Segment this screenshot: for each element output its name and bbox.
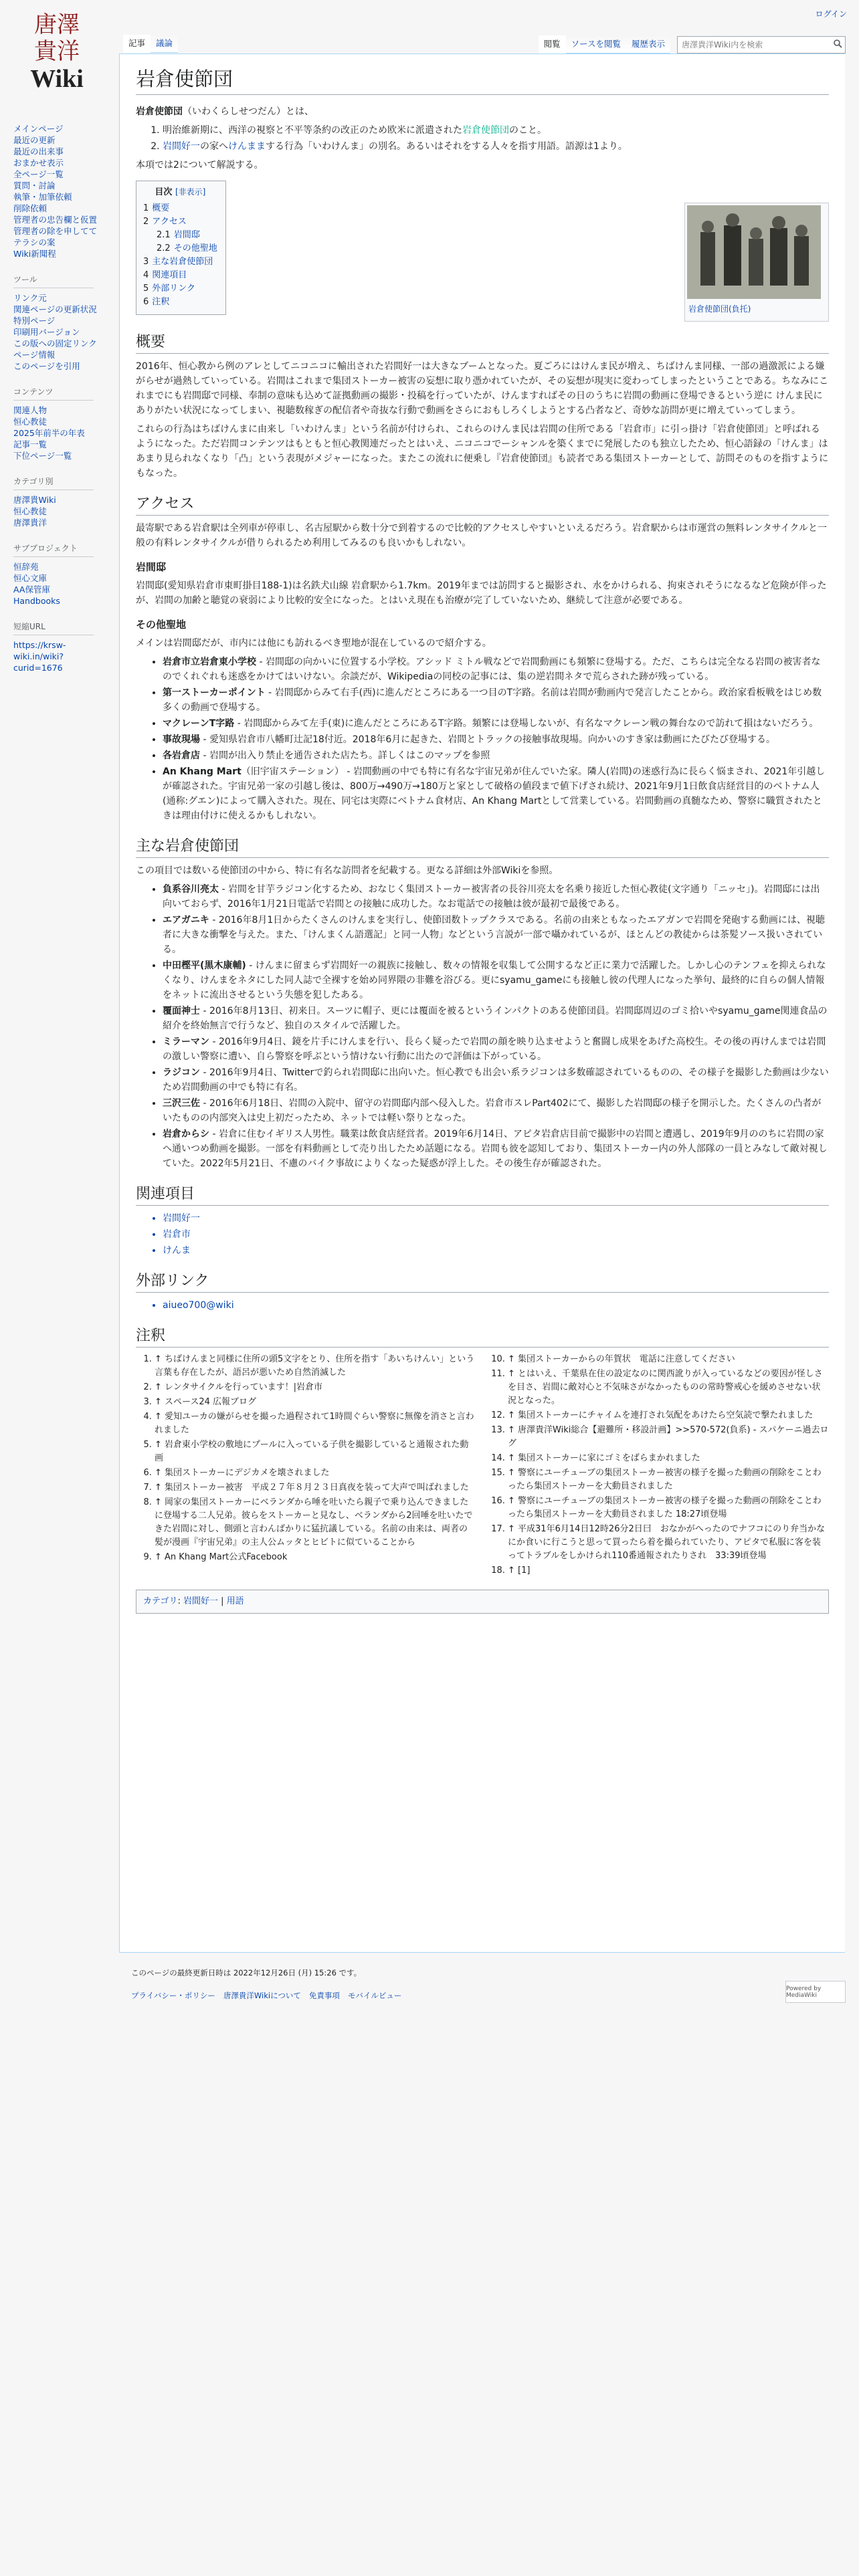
- other-holy-places-heading: その他聖地: [136, 619, 187, 631]
- main-content: [119, 53, 845, 1953]
- toc-item[interactable]: [143, 282, 217, 296]
- toc-item[interactable]: [143, 269, 217, 282]
- content-heading: コンテンツ: [13, 387, 94, 401]
- subproject-portal: [13, 543, 114, 607]
- footer-link[interactable]: 唐澤貴洋Wikiについて: [223, 1991, 301, 2000]
- reference-item: 12. ↑ 集団ストーカーにチャイムを連打され気配をあけたら空気読で撃たれました: [508, 1409, 829, 1422]
- logo-line2: 貴洋: [34, 39, 80, 64]
- holy-place-item-title: 事故現場: [163, 734, 200, 745]
- sidebar-tool-item-1[interactable]: 関連ページの更新状況: [13, 304, 97, 314]
- reference-item: 18. ↑ [1]: [508, 1564, 829, 1578]
- holy-place-item-desc: - 愛知県岩倉市八幡町辻記18付近。2018年6月に起きた、岩間とトラックの接触事故現場。向かいのすき家は動画にたびたび登場する。: [200, 734, 776, 745]
- related-item[interactable]: • けんま: [163, 1243, 829, 1258]
- member-item: [163, 1065, 829, 1095]
- sidebar-nav-item-5[interactable]: 質問・討論: [13, 181, 56, 191]
- holy-place-item: [163, 685, 829, 715]
- sidebar-nav-item-0[interactable]: メインページ: [13, 124, 64, 134]
- subproject-list: [13, 561, 114, 607]
- thumbnail-caption: [687, 299, 826, 319]
- member-item: [163, 958, 829, 1002]
- toc-label[interactable]: 岩間邸: [173, 230, 200, 240]
- toc-number: 2.2: [157, 243, 171, 253]
- reference-item: 6. ↑ 集団ストーカーにデジカメを壊されました: [155, 1467, 476, 1480]
- category-separator: |: [218, 1596, 227, 1606]
- sidebar-content-item-2[interactable]: 2025年前半の年表: [13, 428, 85, 438]
- explain: 本項では2について解説する。: [136, 160, 264, 171]
- search-input[interactable]: [678, 40, 830, 49]
- member-item: [163, 1004, 829, 1033]
- other-holy-places-p: メインは岩間邸だが、市内には他にも訪れるべき聖地が混在しているので紹介する。: [136, 638, 492, 649]
- holy-place-item-desc: （旧宇宙ステーション） - 岩間動画の中でも特に有名な宇宙兄弟が住んでいた家。隣人(岩間)の迷惑行為に長らく悩まされ、2021年引越しが確認された。宇宙兄弟一家の引越し後は、800万→490万→180万と家として破格の値段まで値下げされ続け、2021年9月1日飲食店経営目的のベトナム人(通称:グエン)によって購入された。現在、同宅は実際にベトナム食材店、An Khang Martとして営業している。岩間動画の真髄なため、警察に職質されたときは理由付けに使えるかもしれない。: [163, 766, 826, 821]
- reference-item: 11. ↑ とはいえ、千葉県在住の設定なのに関西訛りが入っているなどの要因が怪しさを目さ、岩間に敵対心と不気味さがなかったものの常時警戒心を緩めさせない状況となった。: [508, 1368, 829, 1408]
- member-item-title: エアガニキ: [163, 915, 209, 926]
- toc-label[interactable]: 関連項目: [152, 270, 187, 280]
- def1-end: のこと。: [509, 125, 547, 136]
- member-item-desc: - 岩間を甘芋ラジコン化するため、おなじく集団ストーカー被害者の長谷川亮太を名乗り接近した恒心教徒(文字通り「ニッセ」)。岩間邸には出向いておらず、2016年1月21日電話で岩間との接触に成功した。なお電話での接触は彼が最初で最後である。: [163, 884, 820, 909]
- toc-label[interactable]: 外部リンク: [152, 284, 196, 294]
- def2-link-kenmama[interactable]: けんまま: [228, 141, 266, 152]
- member-item: [163, 913, 829, 957]
- overview-p1: 2016年、恒心教から例のアレとしてニコニコに輸出された岩間好一は大きなブームとなった。夏ごろにはけんま民が増え、ちばけんま同様、一部の過激派による嫌がらせが過熱していっている。岩間はこれまで集団ストーカー被害の妄想に取り憑かれていたが、その妄想が現実に変わってしまったということである。ちなみにこれまでにも岩間邸で同様、奉制の意味も込めて証拠動画の撮影・投稿を行っていたが、けんますればその日のうちに岩間の動画に登場できるという逆に けんま民にありがたい状況になってしまい、視聴数稼ぎの配信者や奇抜な行動で動画をさらにおもしろくしようとする凸者など、奇妙な訪問が更に増えていってしまう。: [136, 361, 829, 416]
- logo-line3: Wiki: [30, 65, 84, 93]
- tools-portal: [13, 274, 114, 372]
- category-label[interactable]: カテゴリ: [143, 1596, 178, 1606]
- sidebar-shorturl-item-2[interactable]: curid=1676: [13, 663, 63, 673]
- content-portal: [13, 387, 114, 461]
- toc-label[interactable]: その他聖地: [173, 243, 217, 253]
- toc-hide-button[interactable]: [非表示]: [175, 187, 206, 197]
- holy-place-item: [163, 655, 829, 684]
- holy-place-item-desc: - 岩間邸からみて左手(東)に進んだところにあるT字路。頻繁には登場しないが、有名なマクレーン戦の舞台なので訪れて損はないだろう。: [234, 718, 819, 729]
- toc-title: 目次 [非表示]: [155, 187, 206, 197]
- sidebar-nav-item-1[interactable]: 最近の更新: [13, 135, 56, 145]
- nav-list: [13, 123, 114, 259]
- holy-place-item-title: 各岩倉店: [163, 750, 200, 761]
- powered-by-badge[interactable]: Powered by MediaWiki: [785, 1981, 846, 2003]
- external-link-item[interactable]: • aiueo700@wiki: [163, 1298, 829, 1313]
- toc-label[interactable]: アクセス: [152, 217, 187, 227]
- iwama-house-p: 岩間邸(愛知県岩倉市東町掛目188-1)は名鉄犬山線 岩倉駅から1.7km。2019年までは訪問すると撮影され、水をかけられる、拘束されそうになるなど危険が伴ったが、岩間の加齢と聴覚の衰弱により比較的安全になった。とはいえ現在も治療が完了していないため、継続して注意が必要である。: [136, 580, 827, 606]
- search-icon[interactable]: [830, 39, 845, 50]
- page-title: 岩倉使節団: [136, 68, 829, 95]
- section-main-members-heading: 主な岩倉使節団: [136, 837, 829, 858]
- member-item: [163, 1127, 829, 1171]
- tab-history[interactable]: 履歴表示: [626, 35, 670, 53]
- main-members-p: この項目では数いる使節団の中から、特に有名な訪問者を紀載する。更なる詳細は外部Wikiを参照。: [136, 865, 559, 876]
- intro: [136, 104, 829, 119]
- sidebar-shorturl-item-1[interactable]: wiki.in/wiki?: [13, 651, 64, 661]
- reference-item: 7. ↑ 集団ストーカー被害 平成２７年８月２３日真夜を装って大声で叫ばれました: [155, 1481, 476, 1495]
- def1-link[interactable]: 岩倉使節団: [462, 125, 509, 136]
- sidebar-nav-item-7[interactable]: 削除依頼: [13, 203, 47, 213]
- toc-item[interactable]: [143, 296, 217, 309]
- thumbnail-caption-link[interactable]: 岩倉使節団(負托): [688, 304, 751, 314]
- sidebar-content-item-1[interactable]: 恒心教徒: [13, 417, 47, 427]
- toc-label[interactable]: 注釈: [152, 297, 170, 307]
- logo-image: [13, 7, 100, 94]
- personal-tools: [816, 8, 847, 19]
- member-item-title: 三沢三佐: [163, 1098, 200, 1109]
- sidebar-nav-item-9[interactable]: 管理者の除を申してて: [13, 226, 98, 236]
- reference-item: 16. ↑ 警察にユーチューブの集団ストーカー被害の様子を撮った動画の削除をことわったら集団ストーカーを大動員されました 18:27頃登場: [508, 1495, 829, 1521]
- holy-place-item: [163, 716, 829, 731]
- holy-place-item: [163, 764, 829, 823]
- iwama-house-heading: 岩間邸: [136, 561, 167, 573]
- member-item-title: 中田樫平(黒木康輔): [163, 960, 246, 971]
- toc-list: [143, 202, 217, 309]
- definition-item: [163, 123, 829, 138]
- category-item[interactable]: 岩間好一: [183, 1596, 219, 1606]
- toc-number: 4: [143, 270, 149, 280]
- footer-link[interactable]: モバイルビュー: [347, 1991, 402, 2000]
- reference-item: 15. ↑ 警察にユーチューブの集団ストーカー被害の様子を撮った動画の削除をことわったら集団ストーカーを大動員されました: [508, 1467, 829, 1493]
- tab-discussion[interactable]: 議論: [151, 35, 178, 53]
- member-item: [163, 1035, 829, 1064]
- toc-label[interactable]: 主な岩倉使節団: [152, 257, 213, 267]
- member-item-title: ミラーマン: [163, 1037, 209, 1047]
- thumbnail-image[interactable]: [687, 205, 821, 299]
- thumbnail: [684, 203, 829, 322]
- holy-place-item: [163, 748, 829, 763]
- login-link[interactable]: ログイン: [815, 9, 847, 19]
- sidebar-tool-item-0[interactable]: リンク元: [13, 293, 47, 303]
- section-overview-heading: 概要: [136, 332, 829, 354]
- def1-text: 明治維新期に、西洋の視察と不平等条約の改正のため欧米に派遣された: [163, 125, 462, 136]
- tools-list: [13, 292, 114, 372]
- sidebar-nav-item-6[interactable]: 執筆・加筆依頼: [13, 192, 72, 202]
- sidebar: [13, 123, 114, 688]
- references: [136, 1353, 829, 1579]
- footer-link[interactable]: 免責事項: [308, 1991, 340, 2000]
- sidebar-tool-item-5[interactable]: ページ情報: [13, 350, 56, 360]
- member-item-desc: - 岩倉に住むイギリス人男性。職業は飲食店経営者。2019年6月14日、アピタ岩倉店目前で撮影中の岩間と遭遇し、2019年9月ののちに岩間の家へ通いつめ動画を撮影。一部を有料動画として売り出したため話題になる。岩間も彼を認知しており、集団ストーカー内の外人部隊の一員とみなして敵対視していた。2022年5月21日、不慮のバイク事故によりくなった疑惑が浮上した。その後生存が確認された。: [163, 1129, 828, 1169]
- holy-place-item-title: マクレーンT字路: [163, 718, 235, 729]
- holy-place-item-title: An Khang Mart: [163, 766, 242, 777]
- sidebar-content-item-0[interactable]: 関連人物: [13, 405, 47, 415]
- holy-places-list: [136, 655, 829, 823]
- section-related-heading: 関連項目: [136, 1184, 829, 1206]
- tools-heading: ツール: [13, 274, 94, 288]
- footer-links: [131, 1989, 409, 2002]
- footer: [131, 1966, 409, 2002]
- shorturl-portal: [13, 621, 114, 673]
- overview-p2: これらの行為はちばけんまに由来し「いわけんま」という名前が付けられ、これらのけんま民は岩間の住所である「岩倉市」に引っ掛け「岩倉使節団」と呼ばれるようになった。ただ岩間コンテンツはもともと恒心教関連だったとはいえ、ニコニコでーシャンルを築くまでに発展したのも独立したため、恒心語録の「けんま」はあまり見られなくなり「凸」という表現がメジャーになった。またこの流れに便乗し『岩倉使節団』も読者である集団ストーカーとして、訪問そのものを指すようにもなった。: [136, 424, 829, 479]
- member-item-title: 負系谷川亮太: [163, 884, 219, 895]
- reference-item: 10. ↑ 集団ストーカーからの年賀状 電話に注意してください: [508, 1353, 829, 1366]
- toc-item[interactable]: [143, 202, 217, 215]
- namespace-tabs: [123, 35, 178, 53]
- definition-item: [163, 139, 829, 154]
- toc-number: 1: [143, 203, 149, 213]
- toc-item[interactable]: [143, 229, 217, 242]
- sidebar-category-item-0[interactable]: 唐澤貴Wiki: [13, 495, 56, 505]
- member-item-desc: - 2016年6月18日、岩間の入院中、留守の岩間邸内部へ侵入した。岩倉市スレPart402にて、撮影した岩間邸の様子を開示した。たくさんの凸者がいたものの内部突入は史上初だったため、ネットでは軽い祭りとなった。: [163, 1098, 822, 1123]
- sidebar-tool-item-6[interactable]: このページを引用: [13, 361, 80, 371]
- reference-item: 17. ↑ 平成31年6月14日12時26分2日曰 おなかがへったのでナフコにのり弁当かなにか食いに行こうと思って買ったら着を撮られていたり、アピタで私服に客を装ってトラブルをしかけられ110番通報されたりされ 33:39頃登場: [508, 1523, 829, 1563]
- references-right: [489, 1353, 829, 1579]
- reference-item: 8. ↑ 岡家の集団ストーカーにベランダから唾を吐いたら親子で乗り込んできました に登場する二人兄弟。彼らをストーカーと見なし、ベランダから2回唾を吐いたできた岩間に対し、側頭と言わんばかりに猛抗議している。名前の由来は、両者の髪が漫画『宇宙兄弟』の主人公ムッタとヒビトに似ていることから: [155, 1496, 476, 1549]
- related-item[interactable]: • 岩倉市: [163, 1227, 829, 1242]
- member-item-desc: - 2016年9月4日、Twitterで釣られ岩間邸に出向いた。恒心教でも出会い系ラジコンは多数確認されているものの、その様子を撮影した動画は少ないため岩間動画の中でも特に有名。: [163, 1067, 829, 1093]
- sidebar-category-item-1[interactable]: 恒心教徒: [13, 506, 47, 516]
- toc-number: 2: [143, 217, 149, 227]
- holy-place-item-desc: - 岩間邸の向かいに位置する小学校。アシッド ミトル戦などで岩間動画にも頻繁に登場する。ただ、こちらは完全なる岩間の被害者なのでくれぐれも迷惑をかけてはいけない。余談だが、Wikipediaの同校の記事には、集の逆岩間ネタで荒らされた跡が残っている。: [163, 657, 821, 682]
- sidebar-content-item-4[interactable]: 下位ページ一覧: [13, 451, 72, 461]
- tab-article[interactable]: 記事: [123, 35, 151, 53]
- section-notes-heading: 注釈: [136, 1326, 829, 1348]
- member-item: [163, 1096, 829, 1125]
- sidebar-subproject-item-1[interactable]: 恒心文庫: [13, 573, 47, 583]
- subproject-heading: サブプロジェクト: [13, 543, 94, 557]
- holy-place-item-desc: - 岩間が出入り禁止を通告された店たち。詳しくはこのマップを参照: [200, 750, 490, 761]
- last-modified: このページの最終更新日時は 2022年12月26日 (月) 15:26 です。: [131, 1968, 362, 1977]
- sidebar-nav-item-11[interactable]: Wiki新聞程: [13, 249, 56, 259]
- search-box: [677, 36, 846, 53]
- sidebar-nav-item-3[interactable]: おまかせ表示: [13, 158, 64, 168]
- access-p: 最寄駅である岩倉駅は全列車が停車し、名古屋駅から数十分で到着するので比較的アクセスしやすいといえるだろう。岩倉駅からは市運営の無料レンタサイクルと一般の有料レンタサイクルが借りられるため利用してみるのも良いかもしれない。: [136, 523, 827, 548]
- category-item[interactable]: 用語: [226, 1596, 244, 1606]
- member-item-desc: - 2016年8月13日、初来日。スーツに帽子、更には覆面を被るというインパクトのある使節団員。岩間邸周辺のゴミ拾いやsyamu_game関連食品の紹介を終始無言で行うなど、独自のスタイルで活躍した。: [163, 1006, 828, 1031]
- sidebar-subproject-item-2[interactable]: AA保管庫: [13, 584, 50, 595]
- tab-read[interactable]: 閲覧: [539, 35, 566, 53]
- def2-rest: する行為「いわけんま」の別名。あるいはそれをする人々を指す用語。語源は1より。: [266, 141, 628, 152]
- category-heading: カテゴリ別: [13, 476, 94, 490]
- content-list: [13, 405, 114, 461]
- references-left: [136, 1353, 476, 1579]
- category-items: [183, 1596, 244, 1606]
- toc-number: 3: [143, 257, 149, 267]
- reference-item: 3. ↑ スペース24 広報ブログ: [155, 1396, 476, 1409]
- members-list: [136, 882, 829, 1171]
- sidebar-subproject-item-0[interactable]: 恒辞苑: [13, 562, 39, 572]
- sidebar-tool-item-3[interactable]: 印刷用バージョン: [13, 327, 80, 337]
- member-item-desc: - けんまに留まらず岩間好一の親族に接触し、数々の情報を収集して公開するなど正に業力で活躍した。しかし心のテンフェを抑えられなくなり、けんまをネタにした同人誌で全裸すを始め同界隈の非難を浴びる。更にsyamu_gameにも接触し彼の代理人になった挙句、最終的に自らの個人情報をネットに流出させるという失態を犯したある。: [163, 960, 826, 1000]
- intro-term: 岩倉使節団: [136, 106, 183, 117]
- sidebar-content-item-3[interactable]: 記事一覧: [13, 439, 47, 449]
- member-item: [163, 882, 829, 911]
- section-access-heading: アクセス: [136, 494, 829, 516]
- holy-place-item: [163, 732, 829, 747]
- shorturl-list: [13, 639, 114, 673]
- member-item-desc: - 2016年8月1日からたくさんのけんまを実行し、使節団数トップクラスである。名前の由来ともなったエアガンで岩間を発砲する動画には、視聴者に大きな衝撃を与えた。また、「けんまくん語選記」と同一人物」などという言説が一部で囁かれているが、ほとんどの教徒からは茶髪ソース扱いされている。: [163, 915, 825, 955]
- category-list: [13, 494, 114, 528]
- logo-line1: 唐澤: [34, 13, 80, 37]
- view-tabs: [539, 35, 846, 53]
- reference-item: 9. ↑ An Khang Mart公式Facebook: [155, 1551, 476, 1564]
- toc: [136, 181, 226, 315]
- def2-link-iwama[interactable]: 岩間好一: [163, 141, 200, 152]
- sidebar-nav-item-4[interactable]: 全ページ一覧: [13, 169, 64, 179]
- category-portal: [13, 476, 114, 528]
- reference-item: 1. ↑ ちばけんまと同様に住所の頭5文字をとり、住所を指す「あいちけんい」という言葉も存在したが、語呂が悪いため自然消滅した: [155, 1353, 476, 1380]
- toc-item[interactable]: [143, 255, 217, 269]
- reference-item: 4. ↑ 愛知ユーカの嫌がらせを撮った過程されて1時間ぐらい警察に無像を消さと言われました: [155, 1410, 476, 1437]
- sidebar-tool-item-4[interactable]: この版への固定リンク: [13, 338, 97, 348]
- holy-place-item-title: 第一ストーカーポイント: [163, 687, 266, 698]
- external-links-list: [136, 1298, 829, 1313]
- toc-number: 5: [143, 284, 149, 294]
- intro-rest: （いわくらしせつだん）とは、: [183, 106, 314, 117]
- reference-item: 14. ↑ 集団ストーカーに家にゴミをばらまかれました: [508, 1452, 829, 1465]
- sidebar-subproject-item-3[interactable]: Handbooks: [13, 596, 60, 606]
- reference-item: 13. ↑ 唐澤貴洋Wiki総合【避難所・移設計画】>>570-572(負系) - スパケーニ過去ログ: [508, 1424, 829, 1451]
- reference-item: 5. ↑ 岩倉東小学校の敷地にプールに入っている子供を撮影していると通報された動画: [155, 1438, 476, 1465]
- related-list: [136, 1211, 829, 1258]
- member-item-title: 覆面神士: [163, 1006, 200, 1016]
- sidebar-nav-item-2[interactable]: 最近の出来事: [13, 146, 64, 156]
- member-item-title: 岩倉からシ: [163, 1129, 209, 1140]
- toc-number: 6: [143, 297, 149, 307]
- def2-text: の家へ: [200, 141, 228, 152]
- site-logo[interactable]: [13, 7, 100, 94]
- sidebar-tool-item-2[interactable]: 特別ページ: [13, 316, 56, 326]
- toc-number: 2.1: [157, 230, 171, 240]
- footer-link[interactable]: プライバシー・ポリシー: [131, 1991, 215, 2000]
- sidebar-category-item-2[interactable]: 唐澤貴洋: [13, 518, 47, 528]
- member-item-title: ラジコン: [163, 1067, 200, 1078]
- section-external-links-heading: 外部リンク: [136, 1271, 829, 1293]
- member-item-desc: - 2016年9月4日、鏡を片手にけんまを行い、長らく疑ったで岩間の顔を映り込ませようと奮闘し成果をあげた高校生。その後の再けんまでは岩間の激しい警察に遭い、自ら警察を呼ぶという情けない行動に出たので評価は下がっている。: [163, 1037, 826, 1062]
- sidebar-shorturl-item-0[interactable]: https://krsw-: [13, 640, 66, 650]
- related-item[interactable]: • 岩間好一: [163, 1211, 829, 1226]
- definition-list: [136, 123, 829, 154]
- tab-view-source[interactable]: ソースを閲覧: [566, 35, 626, 53]
- reference-item: 2. ↑ レンタサイクルを行っています！|岩倉市: [155, 1381, 476, 1394]
- sidebar-nav-item-10[interactable]: テラシの案: [13, 237, 56, 247]
- category-links: カテゴリ: 岩間好一 | 用語: [136, 1590, 829, 1614]
- shorturl-heading: 短縮URL: [13, 621, 94, 635]
- toc-label[interactable]: 概要: [152, 203, 170, 213]
- sidebar-nav-item-8[interactable]: 管理者の忠告欄と仮置: [13, 215, 98, 225]
- holy-place-item-desc: - 岩間邸からみて右手(西)に進んだところにある一つ目のT字路。名前は岩間が動画内で発言したことから。政治家看板戦をはじめ数多くの動画で登場する。: [163, 687, 822, 713]
- nav-portal: [13, 123, 114, 259]
- toc-item[interactable]: [143, 215, 217, 229]
- holy-place-item-title: 岩倉市立岩倉東小学校: [163, 657, 256, 667]
- toc-item[interactable]: [143, 242, 217, 255]
